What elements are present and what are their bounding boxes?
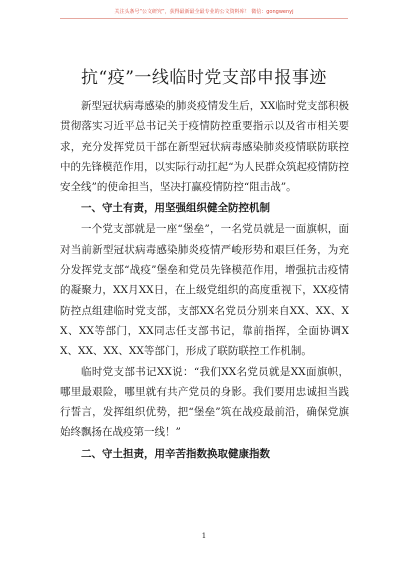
section-heading-2: 二、守土担责，用辛苦指数换取健康指数 [81, 447, 270, 460]
header-rule [60, 18, 348, 19]
document-title: 抗“疫”一线临时党支部申报事迹 [81, 68, 327, 89]
section-1-paragraph-2: 临时党支部书记XX说：“我们XX名党员就是XX面旗帜，哪里最艰险，哪里就有共产党员的身影。我们要用忠诚担当践行誓言，发挥组织优势，把“堡垒”筑在战疫最前沿，确保党旗始终飘扬在战疫第一线！” [60, 365, 349, 439]
page-number: 1 [201, 532, 207, 540]
document-body [60, 96, 349, 465]
header-banner: 关注头条号“公文研究”，获得最新最全最专业的公文资料库！ 微信：gongwenyj [114, 9, 294, 15]
intro-paragraph: 新型冠状病毒感染的肺炎疫情发生后，XX临时党支部积极贯彻落实习近平总书记关于疫情防控重要指示以及省市相关要求，充分发挥党员干部在新型冠状病毒感染肺炎疫情联防联控中的先锋模范作用，以实际行动扛起“为人民群众筑起疫情防控安全线”的使命担当，坚决打赢疫情防控“阻击战”。 [60, 100, 349, 194]
section-1-paragraph-1: 一个党支部就是一座“堡垒”，一名党员就是一面旗帜，面对当前新型冠状病毒感染肺炎疫情严峻形势和艰巨任务，为充分发挥党支部“战疫”堡垒和党员先锋模范作用，增强抗击疫情的凝聚力，XX月XX日，在上级党组织的高度重视下，XX疫情防控点组建临时党支部，支部XX名党员分别来自XX、XX、XX、XX等部门，XX同志任支部书记，靠前指挥，全面协调XX、XX、XX、XX等部门，形成了联防联控工作机制。 [60, 223, 349, 358]
section-heading-1: 一、守土有责，用坚强组织健全防控机制 [81, 202, 270, 215]
